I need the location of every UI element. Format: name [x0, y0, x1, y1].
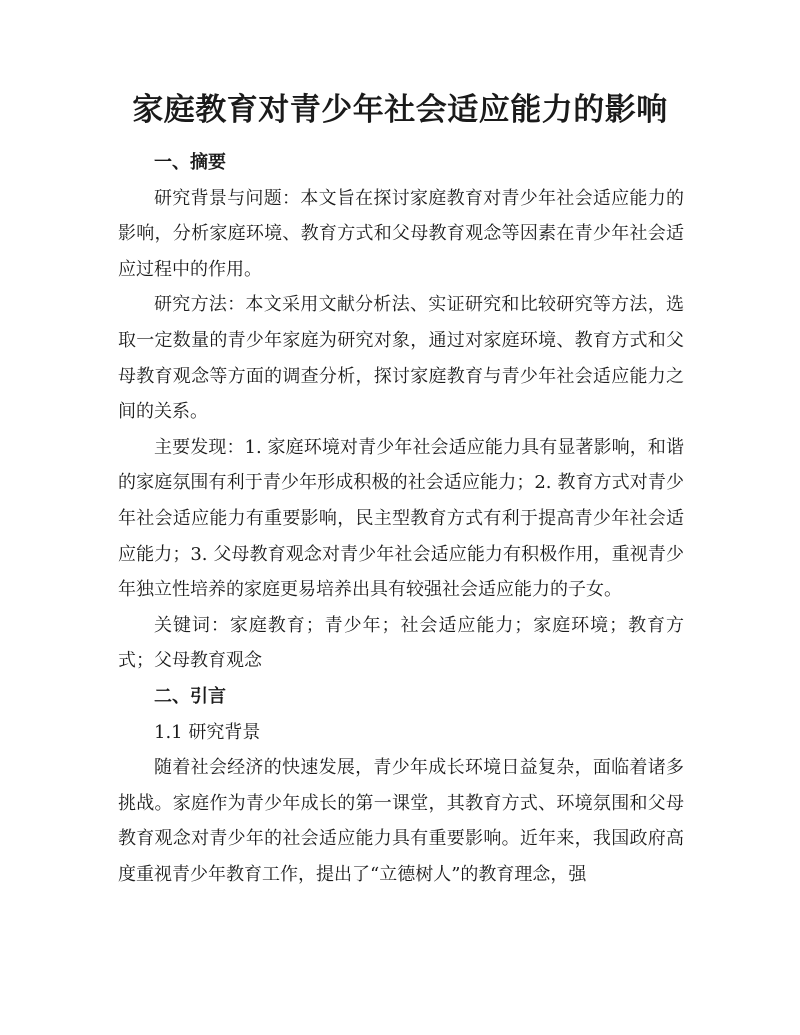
paragraph-research-methods: 研究方法：本文采用文献分析法、实证研究和比较研究等方法，选取一定数量的青少年家庭为研究对象，通过对家庭环境、教育方式和父母教育观念等方面的调查分析，探讨家庭教育与青少年社会适应能力之间的关系。: [118, 294, 684, 423]
paragraph-main-findings: 主要发现：1. 家庭环境对青少年社会适应能力具有显著影响，和谐的家庭氛围有利于青少年形成积极的社会适应能力；2. 教育方式对青少年社会适应能力有重要影响，民主型教育方式有利于提高青少年社会适应能力；3. 父母教育观念对青少年社会适应能力有积极作用，重视青少年独立性培养的家庭更易培养出具有较强社会适应能力的子女。: [118, 436, 684, 601]
section-heading-abstract: 一、摘要: [154, 152, 226, 173]
section-heading-introduction: 二、引言: [154, 685, 226, 707]
paragraph-introduction-background: 随着社会经济的快速发展，青少年成长环境日益复杂，面临着诸多挑战。家庭作为青少年成长的第一课堂，其教育方式、环境氛围和父母教育观念对青少年的社会适应能力具有重要影响。近年来，我国政府高度重视青少年教育工作，提出了“立德树人”的教育理念，强: [118, 757, 684, 885]
document-body: [118, 145, 684, 892]
paragraph-research-background: 研究背景与问题：本文旨在探讨家庭教育对青少年社会适应能力的影响，分析家庭环境、教育方式和父母教育观念等因素在青少年社会适应过程中的作用。: [118, 187, 684, 280]
subsection-heading-research-background: 1.1 研究背景: [154, 721, 261, 743]
paragraph-keywords: 关键词：家庭教育；青少年；社会适应能力；家庭环境；教育方式；父母教育观念: [118, 614, 684, 672]
document-title: 家庭教育对青少年社会适应能力的影响: [132, 92, 668, 128]
